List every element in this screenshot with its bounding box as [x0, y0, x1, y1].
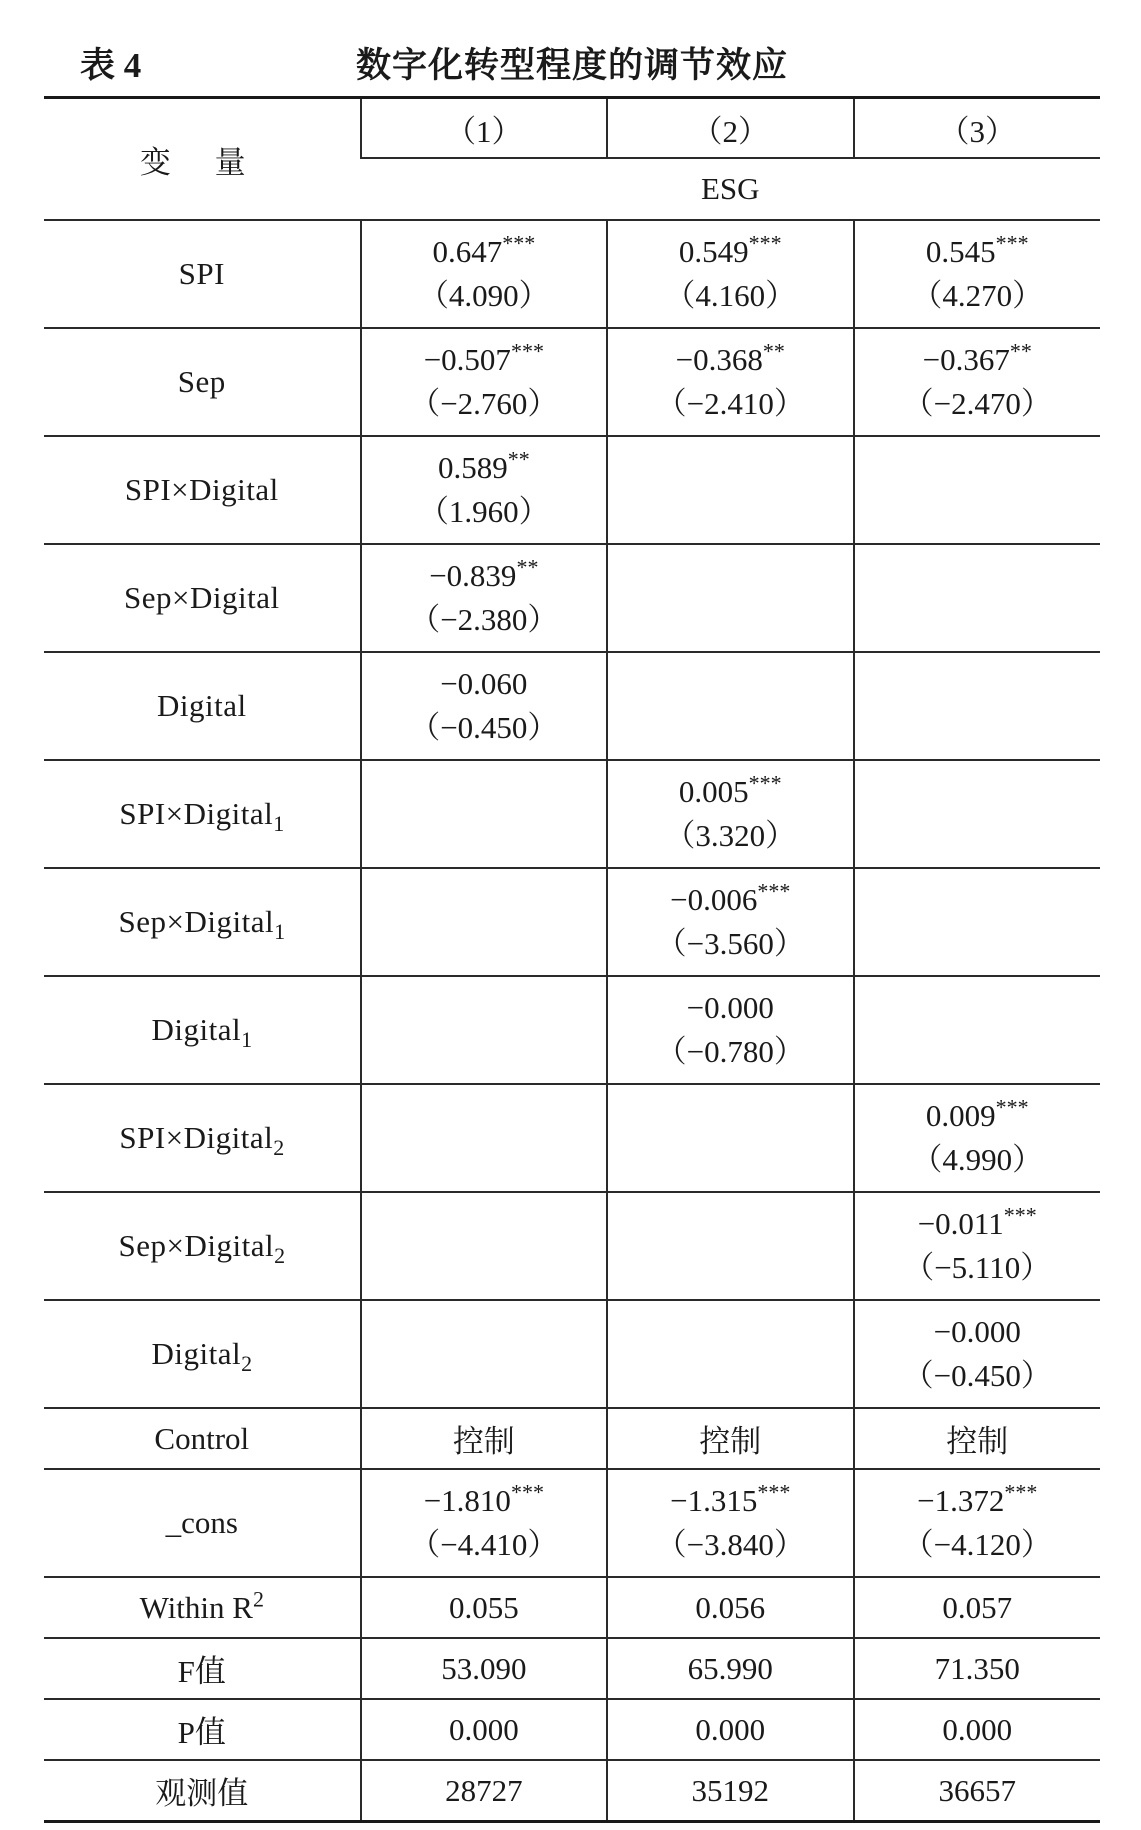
- row-spi-x-digital-label: [44, 436, 361, 544]
- variable-name: Sep: [177, 364, 226, 399]
- table-number: 表 4: [80, 46, 142, 85]
- significance-stars: ***: [995, 1094, 1029, 1120]
- t-statistic: （−0.780）: [655, 1034, 805, 1069]
- coefficient: [855, 1202, 1101, 1246]
- coefficient-value: 0.549: [678, 234, 749, 269]
- t-statistic: （−2.380）: [409, 602, 559, 637]
- coefficient-value: −0.060: [440, 666, 528, 701]
- significance-stars: **: [507, 446, 530, 472]
- row-p-value: [44, 1699, 1100, 1760]
- coefficient: [855, 338, 1101, 382]
- row-sep-x-digital-col-3: [854, 544, 1101, 652]
- header-row-columns: [44, 98, 1100, 159]
- coefficient-value: −0.000: [686, 990, 774, 1025]
- variable-name: Digital: [151, 1336, 242, 1371]
- t-statistic: （−3.840）: [655, 1527, 805, 1562]
- significance-stars: ***: [748, 770, 782, 796]
- within-r2-col-1: 0.055: [361, 1577, 607, 1638]
- control-col-1: 控制: [361, 1408, 607, 1469]
- coefficient-value: 0.589: [437, 450, 508, 485]
- variable-name: Sep×Digital: [118, 1228, 275, 1263]
- row-spi-col-2: [607, 220, 853, 328]
- variable-name: Sep×Digital: [118, 904, 275, 939]
- row-observations-col-3: 36657: [854, 1760, 1101, 1822]
- control-col-3: 控制: [854, 1408, 1101, 1469]
- constant-col-3: [854, 1469, 1101, 1577]
- coefficient-value: −0.368: [675, 342, 763, 377]
- row-digital-1-col-3: [854, 976, 1101, 1084]
- significance-stars: ***: [995, 230, 1029, 256]
- t-statistic: （−0.450）: [409, 710, 559, 745]
- row-p-value-label: P值: [44, 1699, 361, 1760]
- t-statistic: （−2.760）: [409, 386, 559, 421]
- row-constant: [44, 1469, 1100, 1577]
- row-digital-2-col-1: [361, 1300, 607, 1408]
- row-spi-x-digital-2-col-1: [361, 1084, 607, 1192]
- significance-stars: ***: [748, 230, 782, 256]
- t-statistic: （−4.410）: [409, 1527, 559, 1562]
- within-r2-label: [44, 1577, 361, 1638]
- coefficient-value: 0.009: [925, 1098, 996, 1133]
- header-col-1: （1）: [361, 98, 607, 159]
- coefficient: [608, 230, 852, 274]
- coefficient: [362, 230, 606, 274]
- table-row: [44, 544, 1100, 652]
- row-spi-x-digital-1-col-2: [607, 760, 853, 868]
- t-statistic: （3.320）: [664, 818, 797, 853]
- row-observations-label: 观测值: [44, 1760, 361, 1822]
- row-observations: [44, 1760, 1100, 1822]
- coefficient: [362, 446, 606, 490]
- significance-stars: ***: [757, 878, 791, 904]
- significance-stars: ***: [510, 338, 544, 364]
- row-spi-col-1: [361, 220, 607, 328]
- control-label: Control: [44, 1408, 361, 1469]
- header-col-3: （3）: [854, 98, 1101, 159]
- t-statistic: （−2.470）: [902, 386, 1052, 421]
- row-sep-x-digital-2-col-1: [361, 1192, 607, 1300]
- significance-stars: ***: [502, 230, 536, 256]
- row-digital-2-col-3: [854, 1300, 1101, 1408]
- table-row: [44, 1192, 1100, 1300]
- row-sep-x-digital-2-label: [44, 1192, 361, 1300]
- row-spi-x-digital-2-col-3: [854, 1084, 1101, 1192]
- variable-subscript: 2: [274, 1243, 286, 1269]
- significance-stars: ***: [1003, 1202, 1037, 1228]
- row-within-r2: [44, 1577, 1100, 1638]
- row-spi-x-digital-1-label: [44, 760, 361, 868]
- coefficient: [362, 1479, 606, 1523]
- row-spi-x-digital-1-col-1: [361, 760, 607, 868]
- coefficient: [362, 338, 606, 382]
- row-spi-col-3: [854, 220, 1101, 328]
- row-digital-col-3: [854, 652, 1101, 760]
- row-spi-label: [44, 220, 361, 328]
- within-r2-col-2: 0.056: [607, 1577, 853, 1638]
- variable-name: Sep×Digital: [124, 580, 280, 615]
- coefficient-value: 0.545: [925, 234, 996, 269]
- variable-subscript: 1: [241, 1027, 253, 1053]
- coefficient-value: −0.006: [670, 882, 758, 917]
- coefficient-value: −0.507: [423, 342, 511, 377]
- coefficient: [362, 662, 606, 706]
- row-spi-x-digital-2-label: [44, 1084, 361, 1192]
- row-digital-2-label: [44, 1300, 361, 1408]
- table-row: [44, 1300, 1100, 1408]
- row-sep-label: [44, 328, 361, 436]
- significance-stars: ***: [757, 1479, 791, 1505]
- row-sep-x-digital-col-1: [361, 544, 607, 652]
- row-observations-col-2: 35192: [607, 1760, 853, 1822]
- row-sep-col-3: [854, 328, 1101, 436]
- row-sep-x-digital-label: [44, 544, 361, 652]
- table-row: [44, 976, 1100, 1084]
- t-statistic: （4.990）: [911, 1142, 1044, 1177]
- row-f-value-col-3: 71.350: [854, 1638, 1101, 1699]
- significance-stars: **: [762, 338, 785, 364]
- significance-stars: **: [516, 554, 539, 580]
- row-spi-x-digital-col-1: [361, 436, 607, 544]
- significance-stars: ***: [1004, 1479, 1038, 1505]
- table-row: [44, 652, 1100, 760]
- row-f-value-col-1: 53.090: [361, 1638, 607, 1699]
- row-control: [44, 1408, 1100, 1469]
- row-spi-x-digital-1-col-3: [854, 760, 1101, 868]
- regression-table: [44, 96, 1100, 1823]
- coefficient: [362, 554, 606, 598]
- row-observations-col-1: 28727: [361, 1760, 607, 1822]
- coefficient-value: 0.005: [678, 774, 749, 809]
- row-p-value-col-2: 0.000: [607, 1699, 853, 1760]
- row-f-value-col-2: 65.990: [607, 1638, 853, 1699]
- row-digital-2-col-2: [607, 1300, 853, 1408]
- row-p-value-col-1: 0.000: [361, 1699, 607, 1760]
- coefficient: [855, 1479, 1101, 1523]
- table-row: [44, 868, 1100, 976]
- row-digital-col-1: [361, 652, 607, 760]
- coefficient: [608, 338, 852, 382]
- row-sep-x-digital-1-col-2: [607, 868, 853, 976]
- row-sep-x-digital-1-label: [44, 868, 361, 976]
- header-col-2: （2）: [607, 98, 853, 159]
- significance-stars: ***: [510, 1479, 544, 1505]
- within-r2-name: Within R: [139, 1589, 253, 1625]
- table-row: [44, 328, 1100, 436]
- t-statistic: （−0.450）: [902, 1358, 1052, 1393]
- table-row: [44, 760, 1100, 868]
- coefficient-value: −1.315: [670, 1483, 758, 1518]
- variable-name: Digital: [151, 1012, 242, 1047]
- coefficient: [608, 986, 852, 1030]
- row-sep-x-digital-col-2: [607, 544, 853, 652]
- variable-subscript: 2: [241, 1351, 253, 1377]
- row-digital-1-col-1: [361, 976, 607, 1084]
- row-digital-label: [44, 652, 361, 760]
- coefficient-value: 0.647: [432, 234, 503, 269]
- t-statistic: （4.270）: [911, 278, 1044, 313]
- row-sep-x-digital-1-col-1: [361, 868, 607, 976]
- t-statistic: （−3.560）: [655, 926, 805, 961]
- variable-subscript: 1: [274, 919, 286, 945]
- row-spi-x-digital-col-3: [854, 436, 1101, 544]
- coefficient: [855, 1094, 1101, 1138]
- coefficient-value: −0.367: [922, 342, 1010, 377]
- t-statistic: （−4.120）: [902, 1527, 1052, 1562]
- row-sep-x-digital-1-col-3: [854, 868, 1101, 976]
- row-sep-x-digital-2-col-3: [854, 1192, 1101, 1300]
- significance-stars: **: [1009, 338, 1032, 364]
- row-spi-x-digital-2-col-2: [607, 1084, 853, 1192]
- table-caption: [44, 28, 1100, 98]
- header-variable-label: 变 量: [44, 98, 361, 221]
- coefficient-value: −0.011: [917, 1206, 1004, 1241]
- table-title: 数字化转型程度的调节效应: [355, 46, 788, 85]
- t-statistic: （−2.410）: [655, 386, 805, 421]
- row-sep-col-2: [607, 328, 853, 436]
- control-col-2: 控制: [607, 1408, 853, 1469]
- coefficient-value: −1.810: [423, 1483, 511, 1518]
- table-row: [44, 220, 1100, 328]
- coefficient-value: −0.839: [429, 558, 517, 593]
- row-digital-1-label: [44, 976, 361, 1084]
- t-statistic: （4.090）: [417, 278, 550, 313]
- coefficient: [608, 1479, 852, 1523]
- table-row: [44, 436, 1100, 544]
- variable-name: SPI×Digital: [119, 796, 274, 831]
- coefficient: [855, 230, 1101, 274]
- variable-name: SPI×Digital: [124, 472, 279, 507]
- t-statistic: （−5.110）: [903, 1250, 1052, 1285]
- constant-col-1: [361, 1469, 607, 1577]
- row-p-value-col-3: 0.000: [854, 1699, 1101, 1760]
- constant-label: _cons: [44, 1469, 361, 1577]
- row-sep-col-1: [361, 328, 607, 436]
- coefficient-value: −1.372: [917, 1483, 1005, 1518]
- constant-col-2: [607, 1469, 853, 1577]
- row-digital-col-2: [607, 652, 853, 760]
- row-spi-x-digital-col-2: [607, 436, 853, 544]
- row-f-value: [44, 1638, 1100, 1699]
- coefficient: [608, 878, 852, 922]
- variable-name: SPI×Digital: [119, 1120, 274, 1155]
- within-r2-superscript: 2: [252, 1586, 264, 1612]
- dependent-variable: ESG: [361, 158, 1100, 220]
- variable-subscript: 2: [273, 1135, 285, 1161]
- row-f-value-label: F值: [44, 1638, 361, 1699]
- t-statistic: （1.960）: [417, 494, 550, 529]
- table-row: [44, 1084, 1100, 1192]
- t-statistic: （4.160）: [664, 278, 797, 313]
- variable-name: Digital: [156, 688, 247, 723]
- row-digital-1-col-2: [607, 976, 853, 1084]
- coefficient: [608, 770, 852, 814]
- row-sep-x-digital-2-col-2: [607, 1192, 853, 1300]
- coefficient-value: −0.000: [933, 1314, 1021, 1349]
- coefficient: [855, 1310, 1101, 1354]
- variable-name: SPI: [178, 256, 225, 291]
- within-r2-col-3: 0.057: [854, 1577, 1101, 1638]
- variable-subscript: 1: [273, 811, 285, 837]
